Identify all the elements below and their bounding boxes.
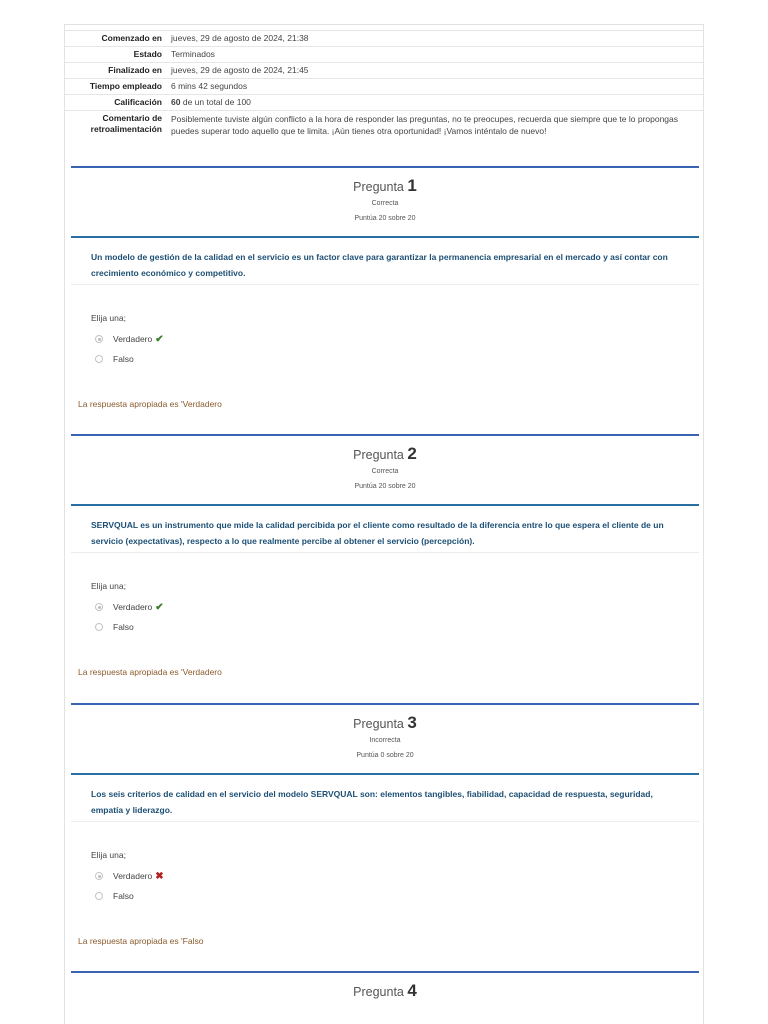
question-word: Pregunta: [353, 717, 404, 731]
question-header: [71, 434, 699, 506]
answer-prompt: Elija una;: [91, 850, 126, 860]
summary-row-started: [65, 31, 703, 47]
attempt-summary-table: [65, 30, 703, 139]
question-1: [71, 166, 699, 369]
check-icon: ✔: [155, 333, 164, 345]
summary-value: jueves, 29 de agosto de 2024, 21:38: [167, 31, 703, 47]
summary-label-line: Comentario de: [102, 113, 162, 123]
question-4: [71, 971, 699, 1024]
summary-row-time: [65, 79, 703, 95]
option-label: Verdadero: [113, 602, 153, 612]
question-state: Incorrecta: [369, 737, 401, 744]
option-label: Falso: [113, 354, 134, 364]
question-number: 1: [407, 176, 417, 195]
question-grade: Puntúa 20 sobre 20: [354, 483, 416, 490]
summary-label: Comenzado en: [65, 31, 167, 47]
option-label: Falso: [113, 622, 134, 632]
question-word: Pregunta: [353, 180, 404, 194]
question-text: SERVQUAL es un instrumento que mide la calidad percibida por el cliente como resultado de la diferencia entre lo que espera el cliente de un servicio (expectativas), respecto a lo que realmente percibe al obtener el servicio (percepción).: [71, 506, 699, 553]
radio-button[interactable]: [95, 872, 103, 880]
quiz-review-page: [64, 24, 704, 1024]
summary-label-line: retroalimentación: [90, 124, 162, 134]
question-text: Un modelo de gestión de la calidad en el servicio es un factor clave para garantizar la permanencia empresarial en el mercado y así contar con crecimiento económico y competitivo.: [71, 238, 699, 285]
question-number: 4: [407, 981, 417, 1000]
option-true[interactable]: [91, 597, 699, 617]
summary-value: jueves, 29 de agosto de 2024, 21:45: [167, 63, 703, 79]
question-title: [71, 168, 699, 196]
question-header: [71, 971, 699, 1024]
summary-value: Terminados: [167, 47, 703, 63]
question-header: [71, 703, 699, 775]
question-number: 2: [407, 444, 417, 463]
option-label: Falso: [113, 891, 134, 901]
answer-block: [71, 822, 699, 906]
summary-label: Finalizado en: [65, 63, 167, 79]
option-false[interactable]: [91, 617, 699, 637]
radio-button[interactable]: [95, 603, 103, 611]
question-word: Pregunta: [353, 448, 404, 462]
radio-button[interactable]: [95, 335, 103, 343]
summary-label: Tiempo empleado: [65, 79, 167, 95]
correct-answer-feedback: La respuesta apropiada es 'Verdadero: [78, 399, 222, 409]
option-label: Verdadero: [113, 334, 153, 344]
question-grade: Puntúa 20 sobre 20: [354, 215, 416, 222]
question-grade: Puntúa 0 sobre 20: [356, 752, 414, 759]
option-true[interactable]: [91, 866, 699, 886]
answer-prompt: Elija una;: [91, 581, 126, 591]
answer-block: [71, 553, 699, 637]
question-header: [71, 166, 699, 238]
question-2: [71, 434, 699, 637]
summary-value: [167, 95, 703, 111]
summary-row-finished: [65, 63, 703, 79]
question-number: 3: [407, 713, 417, 732]
correct-answer-feedback: La respuesta apropiada es 'Falso: [78, 936, 204, 946]
summary-label: Calificación: [65, 95, 167, 111]
cross-icon: ✖: [155, 870, 164, 882]
question-state: Correcta: [371, 468, 399, 475]
grade-value: 60: [171, 97, 181, 107]
radio-button[interactable]: [95, 355, 103, 363]
summary-row-grade: [65, 95, 703, 111]
question-3: [71, 703, 699, 906]
question-title: [71, 705, 699, 733]
option-false[interactable]: [91, 886, 699, 906]
check-icon: ✔: [155, 601, 164, 613]
summary-value: 6 mins 42 segundos: [167, 79, 703, 95]
question-word: Pregunta: [353, 985, 404, 999]
radio-button[interactable]: [95, 892, 103, 900]
summary-label: [65, 111, 167, 140]
summary-value: Posiblemente tuviste algún conflicto a la hora de responder las preguntas, no te preocupes, recuerda que siempre que te lo propongas puedes superar todo aquello que te limita. ¡Aún tienes otra oportunidad! ¡Vamos inténtalo de nuevo!: [167, 111, 703, 140]
option-true[interactable]: [91, 329, 699, 349]
correct-answer-feedback: La respuesta apropiada es 'Verdadero: [78, 667, 222, 677]
question-title: [71, 973, 699, 1001]
option-false[interactable]: [91, 349, 699, 369]
grade-total: de un total de 100: [182, 97, 251, 107]
question-title: [71, 436, 699, 464]
answer-prompt: Elija una;: [91, 313, 126, 323]
summary-label: Estado: [65, 47, 167, 63]
answer-block: [71, 285, 699, 369]
question-state: Correcta: [371, 200, 399, 207]
summary-row-state: [65, 47, 703, 63]
radio-button[interactable]: [95, 623, 103, 631]
question-text: Los seis criterios de calidad en el servicio del modelo SERVQUAL son: elementos tangibles, fiabilidad, capacidad de respuesta, seguridad, empatía y liderazgo.: [71, 775, 699, 822]
option-label: Verdadero: [113, 871, 153, 881]
summary-row-feedback: [65, 111, 703, 140]
